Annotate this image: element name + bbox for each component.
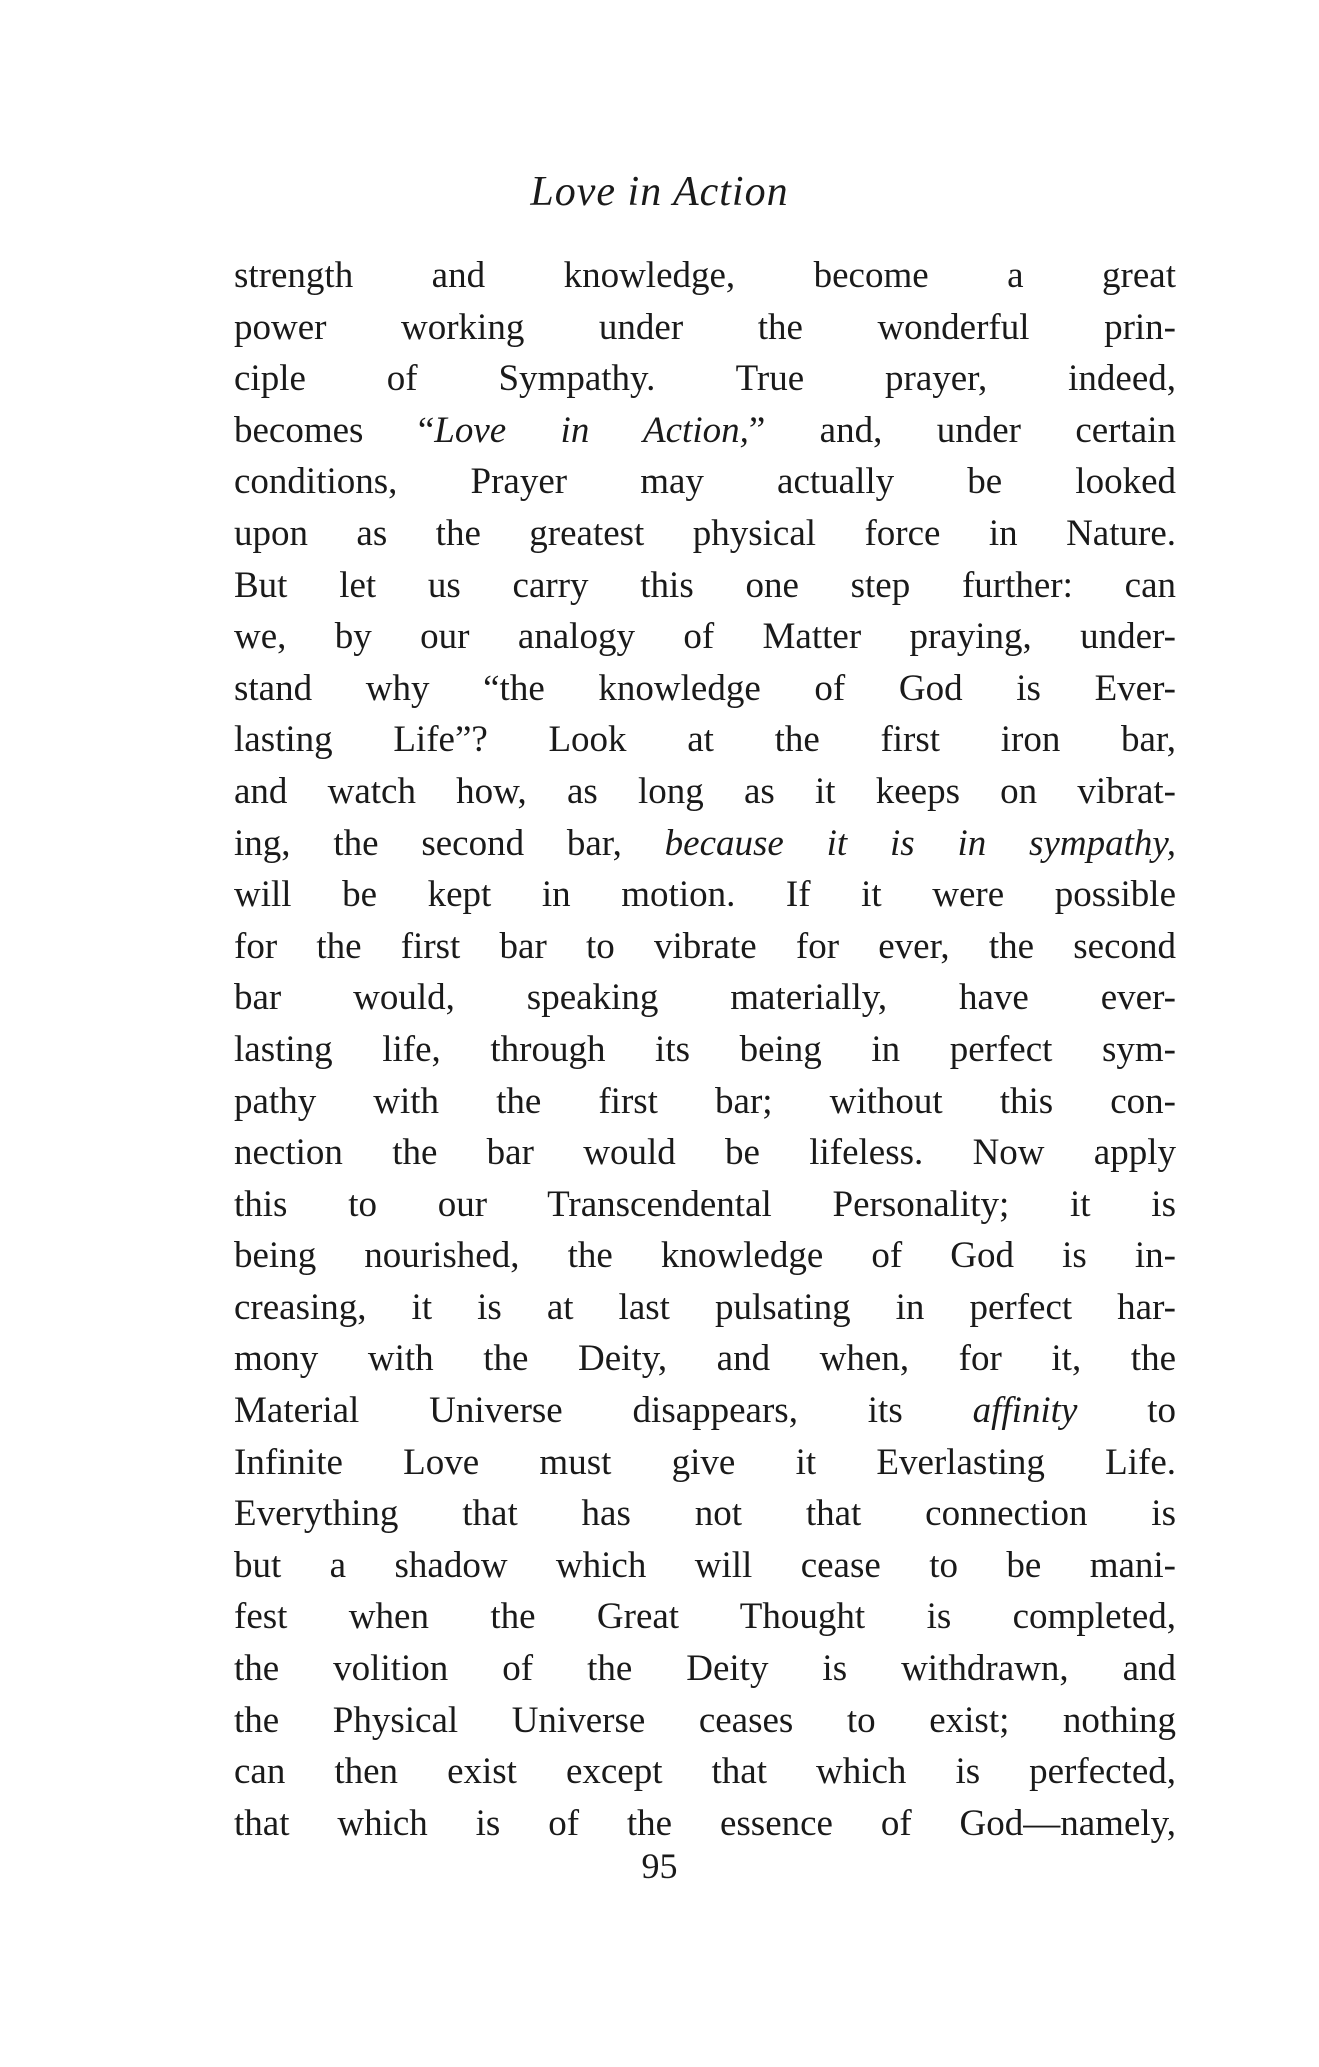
- text-segment: Material Universe disappears, its: [234, 1390, 973, 1432]
- text-segment: but a shadow which will cease to be mani-: [234, 1544, 1176, 1586]
- text-line: [234, 972, 1176, 1024]
- text-segment: ciple of Sympathy. True prayer, indeed,: [234, 358, 1176, 400]
- page-number: 95: [641, 1846, 678, 1886]
- text-segment: strength and knowledge, become a great: [234, 255, 1176, 296]
- text-segment: being nourished, the knowledge of God is in-: [234, 1235, 1176, 1277]
- text-line: [234, 1076, 1176, 1128]
- text-line: [234, 1746, 1176, 1798]
- text-segment: we, by our analogy of Matter praying, under-: [234, 616, 1176, 658]
- text-line: [234, 405, 1176, 457]
- text-segment: lasting life, through its being in perfect sym-: [234, 1028, 1176, 1070]
- text-line: [234, 1695, 1176, 1747]
- text-line: [234, 869, 1176, 921]
- text-segment: to: [1077, 1390, 1176, 1432]
- text-line: [234, 663, 1176, 715]
- text-line: [234, 1540, 1176, 1592]
- text-segment: stand why “the knowledge of God is Ever-: [234, 667, 1176, 709]
- text-line: [234, 1488, 1176, 1540]
- text-line: [234, 714, 1176, 766]
- body-text: [234, 250, 1176, 1849]
- text-line: [234, 1230, 1176, 1282]
- italic-text: affinity: [972, 1390, 1078, 1432]
- text-line: [234, 250, 1176, 302]
- text-segment: and watch how, as long as it keeps on vibrat-: [234, 770, 1176, 812]
- text-line: [234, 560, 1176, 612]
- text-line: [234, 1591, 1176, 1643]
- text-segment: ing, the second bar,: [234, 822, 665, 864]
- text-segment: mony with the Deity, and when, for it, the: [234, 1338, 1176, 1380]
- text-segment: power working under the wonderful prin-: [234, 306, 1176, 348]
- italic-text: Love in Action,: [434, 409, 749, 451]
- text-segment: pathy with the first bar; without this con-: [234, 1080, 1176, 1122]
- text-line: [234, 1127, 1176, 1179]
- text-segment: the Physical Universe ceases to exist; nothing: [234, 1699, 1176, 1741]
- text-segment: creasing, it is at last pulsating in perfect har-: [234, 1286, 1176, 1328]
- text-segment: this to our Transcendental Personality; it is: [234, 1183, 1176, 1225]
- text-line: [234, 921, 1176, 973]
- text-line: [234, 302, 1176, 354]
- text-segment: will be kept in motion. If it were possible: [234, 874, 1176, 916]
- text-line: [234, 818, 1176, 870]
- running-head: Love in Action: [530, 169, 789, 215]
- text-segment: lasting Life”? Look at the first iron bar,: [234, 719, 1176, 761]
- text-line: [234, 353, 1176, 405]
- text-line: [234, 1385, 1176, 1437]
- text-segment: Infinite Love must give it Everlasting Life.: [234, 1441, 1176, 1483]
- text-segment: But let us carry this one step further: can: [234, 564, 1176, 606]
- text-line: [234, 508, 1176, 560]
- text-line: [234, 1333, 1176, 1385]
- text-line: [234, 766, 1176, 818]
- text-segment: conditions, Prayer may actually be looked: [234, 461, 1176, 503]
- text-segment: upon as the greatest physical force in Nature.: [234, 512, 1176, 554]
- text-line: [234, 1282, 1176, 1334]
- text-segment: ” and, under certain: [748, 409, 1176, 451]
- text-line: [234, 456, 1176, 508]
- text-segment: for the first bar to vibrate for ever, the second: [234, 925, 1176, 967]
- text-segment: can then exist except that which is perfected,: [234, 1751, 1176, 1793]
- text-line: [234, 1179, 1176, 1231]
- text-line: [234, 1024, 1176, 1076]
- text-line: [234, 1643, 1176, 1695]
- text-segment: bar would, speaking materially, have ever-: [234, 977, 1176, 1019]
- text-segment: nection the bar would be lifeless. Now apply: [234, 1132, 1176, 1174]
- text-segment: Everything that has not that connection is: [234, 1493, 1176, 1535]
- italic-text: because it is in sympathy,: [664, 822, 1176, 864]
- text-line: [234, 1437, 1176, 1489]
- text-line: [234, 1798, 1176, 1850]
- text-segment: becomes “: [234, 409, 435, 451]
- text-line: [234, 611, 1176, 663]
- text-segment: that which is of the essence of God—namely,: [234, 1802, 1176, 1844]
- text-segment: the volition of the Deity is withdrawn, and: [234, 1648, 1176, 1690]
- text-segment: fest when the Great Thought is completed,: [234, 1596, 1176, 1638]
